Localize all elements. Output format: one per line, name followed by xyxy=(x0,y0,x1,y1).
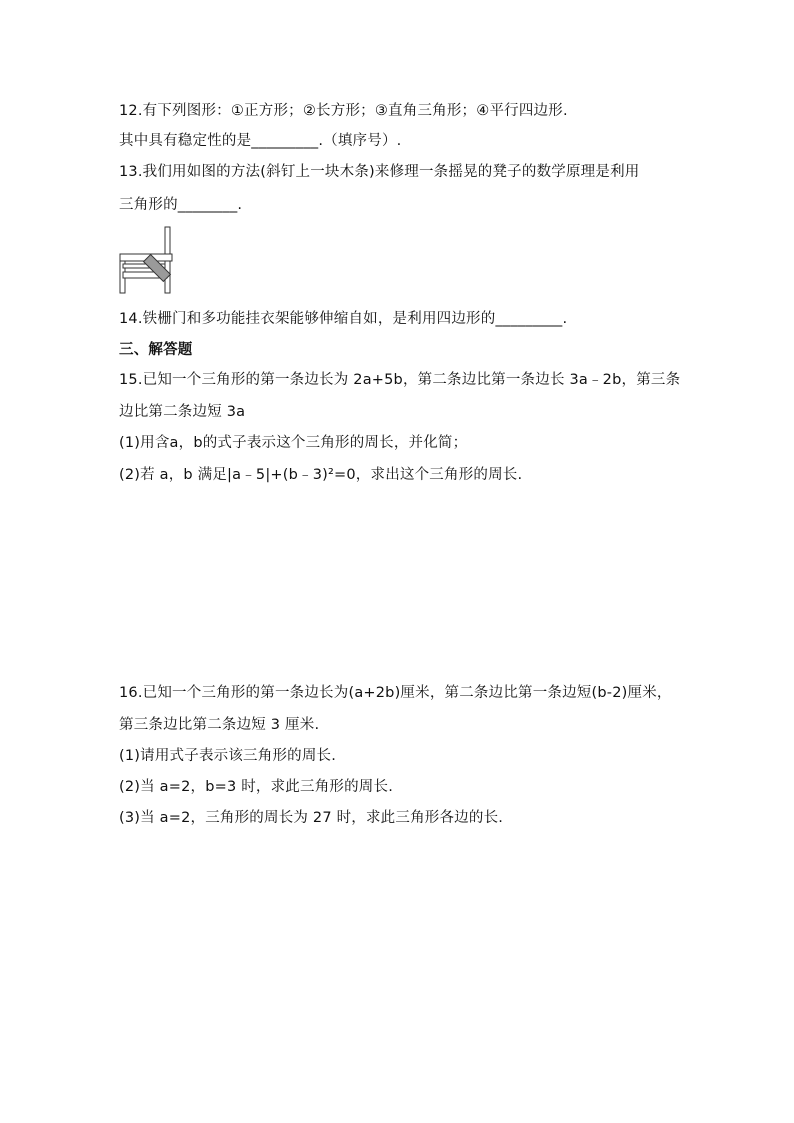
q15-part2: (2)若 a，b 满足|a﹣5|+(b﹣3)²=0，求出这个三角形的周长. xyxy=(119,467,523,483)
q16-line2: 第三条边比第二条边短 3 厘米. xyxy=(119,717,320,733)
q16-line1: 16.已知一个三角形的第一条边长为(a+2b)厘米，第二条边比第一条边短(b-2)厘米， xyxy=(119,685,672,701)
q16-part3: (3)当 a=2，三角形的周长为 27 时，求此三角形各边的长. xyxy=(119,810,504,826)
q16-part2: (2)当 a=2，b=3 时，求此三角形的周长. xyxy=(119,779,394,795)
q15-line1: 15.已知一个三角形的第一条边长为 2a+5b，第二条边比第一条边长 3a﹣2b，第三条 xyxy=(119,372,681,388)
q13-line1: 13.我们用如图的方法(斜钉上一块木条)来修理一条摇晃的凳子的数学原理是利用 xyxy=(119,164,640,180)
q15-part1: (1)用含a，b的式子表示这个三角形的周长，并化简； xyxy=(119,435,468,451)
q15-line2: 边比第二条边短 3a xyxy=(119,404,246,420)
stool-figure xyxy=(119,226,185,294)
q12-line2: 其中具有稳定性的是_________.（填序号）. xyxy=(119,133,402,149)
q16-part1: (1)请用式子表示该三角形的周长. xyxy=(119,748,337,764)
q12-line1: 12.有下列图形：①正方形；②长方形；③直角三角形；④平行四边形. xyxy=(119,103,568,119)
stool-diagram xyxy=(119,226,185,294)
q14-line1: 14.铁栅门和多功能挂衣架能够伸缩自如，是利用四边形的_________. xyxy=(119,311,568,327)
q13-line2: 三角形的________. xyxy=(119,197,243,213)
section-title: 三、解答题 xyxy=(119,342,193,358)
